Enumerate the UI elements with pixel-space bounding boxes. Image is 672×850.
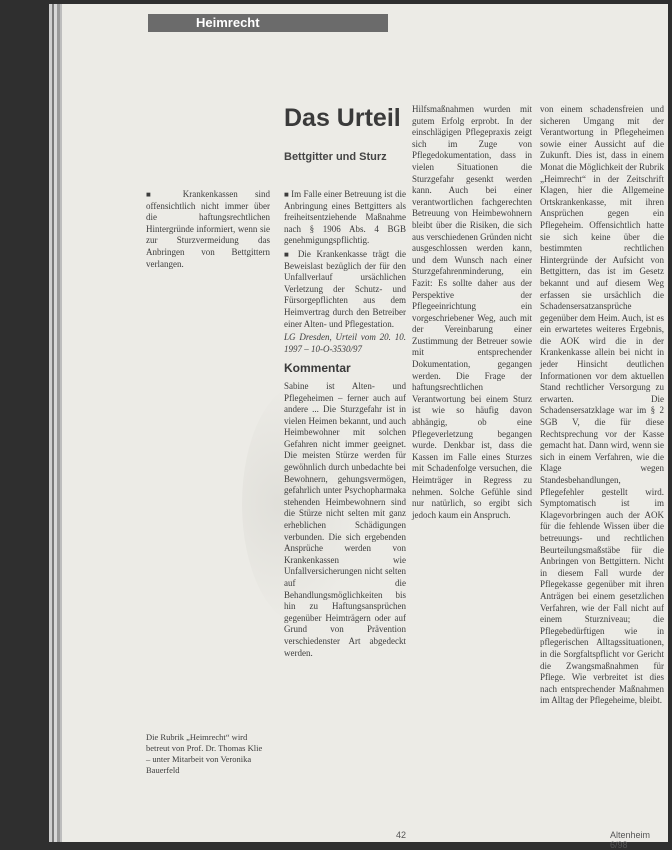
ruling-point-2: ■ Die Krankenkasse trägt die Beweislast bezüglich der für den Unfallverlauf ursächlichen Verletzung der Schutz- und Fürsorgepflichten aus dem Heimvertrag durch den Betreiber einer Alten- und Pflegestation. [284, 249, 406, 330]
ruling-point-1: ■ Im Falle einer Betreuung ist die Anbringung eines Bettgitters als freiheitsentziehende Maßnahme nach § 1906 Abs. 4 BGB genehmigungspflichtig. [284, 189, 406, 247]
body-text-3: Hilfsmaßnahmen wurden mit gutem Erfolg erprobt. In der einschlägigen Pflegepraxis zeigt sich im Zuge von Pflegedokumentation, dass in vielen Situationen die Sturzgefahr gesenkt werden kann. Auch bei einer verantwortlichen fachgerechten Betreuung von Heimbewohnern bleibt über die Risiken, die sich aus verschiedenen Gründen nicht ausgeschlossen werden kann, und dem Wunsch nach einer Sturzgefahrenminderung, ein Fazit: Es sollte daher aus der Perspektive der Pflegeeinrichtung ein vorgeschriebener Weg, auch mit der Vereinbarung einer Zustimmung der Betreuer sowie mit entsprechender Dokumentation, gegangen werden. Die Frage der haftungsrechtlichen Verantwortung bei einem Sturz ist wie so häufig davon abhängig, ob eine Pflegeverletzung begangen wurde. Denkbar ist, dass die Kassen im Falle eines Sturzes mit Schadenfolge versuchen, die Heimträger in Regress zu nehmen. Solche Gefühle sind nur natürlich, so ergibt sich jedoch kaum ein Anspruch. [412, 104, 532, 520]
section-label: Heimrecht [196, 15, 260, 30]
kommentar-text: Sabine ist Alten- und Pflegeheimen – ferner auch auf andere ... Die Sturzgefahr ist in vielen Heimen bekannt, und auch Heimbewohner mit solchen Gefahren nicht immer geeignet. Die meisten Stürze werden für gewöhnlich durch unbedachte bei Bewohnern, gehungsvermögen, gefahrlich unter Psychopharmaka stehenden Heimbewohnern sind die Stürze nicht selten mit ganz erheblichen Schädigungen verbunden. Die sich ergebenden Ansprüche werden von Krankenkassen wie Unfallversicherungen nicht selten auf die Behandlungsmöglichkeiten bis hin zu Haftungsansprüchen gegenüber Heimträgern oder auf Grund von Prävention verschiedenster Art abgedeckt werden. [284, 380, 406, 658]
article-subtitle: Bettgitter und Sturz [284, 151, 387, 163]
body-column-4 [540, 104, 664, 709]
page-number: 42 [396, 830, 407, 840]
article-title: Das Urteil [284, 104, 401, 132]
body-text-4: von einem schadensfreien und sicheren Umgang mit der Verantwortung in Pflegeheimen sowie einer Aussicht auf die Zukunft. Dies ist, dass in einem Monat die Möglichkeit der Rubrik „Heimrecht“ in der Zeitschrift Klagen, hier die Allgemeine Ortskrankenkasse, mit ihren Ansprüchen gegen ein Pflegeheim. Offensichtlich hatte sie sich keine über die bestimmten rechtlichen Hintergründe der Aufsicht von Bettgittern, das ist im Gesetz bekannt und auf diesem Weg erfassen sie ursächlich die Schadensersatzansprüche gegenüber dem Heim. Auch, ist es ein erwartetes weiteres Ergebnis, die AOK wird die in der Krankenkasse allein bei nicht in jeder Hinsicht deutlichen Informationen vor dem aktuellen Stand rechtlicher Versorgung zu erwarten. Die Schadensersatzklage war im § 2 SGB V, die für diese Rechtsprechung vor der Kasse gemacht hat. Dann wird, wenn sie sich in einem Verfahren, wie die Klage wegen Standesbehandlungen, Pflegefehler gestellt wird. Symptomatisch ist im Klagevorbringen auch der AOK für die fehlende Wissen über die betreuungs- und rechtlichen Beurteilungsmaßstäbe für die Anbringen von Bettgittern. Nicht in diesem Fall wurde der Pflegekasse gegenüber mit ihren Anträgen bei einem gesetzlichen Verfahren, wie der Fall nicht auf einem Sturzniveau; die Pflegebedürftigen wie in pflegerischen Alltagssituationen, in die Sorgfaltspflicht vor Gericht die Zwangsmaßnahmen für Pflege. Wie verbreitet ist dies nach entsprechender Maßnahmen im Alltag der Pflegeheime, bleibt. [540, 104, 664, 706]
intro-text: ■ Krankenkassen sind offensichtlich nicht immer über die haftungsrechtlichen Hintergründe informiert, wenn sie zur Sturzvermeidung das Anbringen von Bettgittern verlangen. [146, 189, 270, 270]
body-column-3 [412, 104, 532, 523]
section-header [148, 14, 388, 32]
court-citation: LG Dresden, Urteil vom 20. 10. 1997 – 10-O-3530/97 [284, 332, 406, 354]
rubric-credit: Die Rubrik „Heimrecht“ wird betreut von Prof. Dr. Thomas Klie – unter Mitarbeit von Veronika Bauerfeld [146, 732, 263, 775]
intro-column [146, 189, 270, 272]
magazine-page [62, 4, 668, 850]
magazine-issue: Altenheim 6/98 [610, 830, 651, 850]
ruling-column [284, 189, 406, 661]
kommentar-heading: Kommentar [284, 361, 351, 376]
